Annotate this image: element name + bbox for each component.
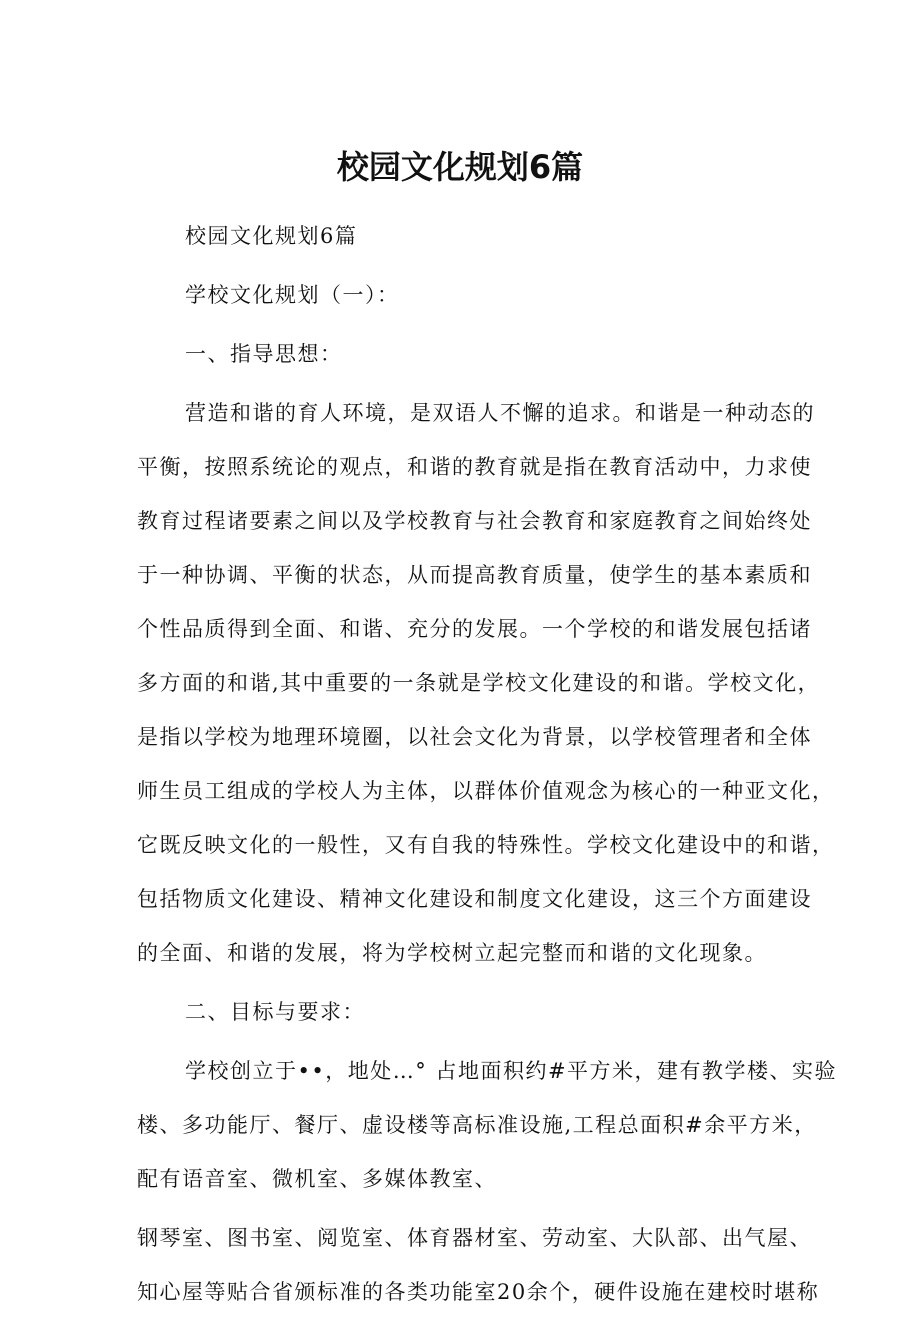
paragraph-line: 多方面的和谐,其中重要的一条就是学校文化建设的和谐。学校文化， [137,671,821,695]
paragraph-line: 配有语音室、微机室、多媒体教室、 [137,1167,497,1191]
paragraph-line: 它既反映文化的一般性，又有自我的特殊性。学校文化建设中的和谐， [137,833,835,857]
section-heading: 二、目标与要求： [185,1000,365,1024]
paragraph-line: 教育过程诸要素之间以及学校教育与社会教育和家庭教育之间始终处 [137,509,812,533]
document-body [137,223,838,1333]
paragraph-line: 楼、多功能厅、餐厅、虚设楼等高标准设施,工程总面积#余平方米， [137,1113,817,1137]
paragraph-line: 包括物质文化建设、精神文化建设和制度文化建设，这三个方面建设 [137,887,812,911]
paragraph-line: 营造和谐的育人环境，是双语人不懈的追求。和谐是一种动态的 [185,401,815,425]
document-title: 校园文化规划6篇 [336,148,584,186]
section-heading: 一、指导思想： [185,342,343,366]
paragraph-line: 学校文化规划（一）： [185,283,400,307]
paragraph-line: 校园文化规划6篇 [185,224,358,248]
paragraph-line: 于一种协调、平衡的状态，从而提高教育质量，使学生的基本素质和 [137,563,812,587]
paragraph-line: 钢琴室、图书室、阅览室、体育器材室、劳动室、大队部、出气屋、 [137,1226,812,1250]
paragraph-line: 的全面、和谐的发展，将为学校树立起完整而和谐的文化现象。 [137,941,767,965]
paragraph-line: 知心屋等贴合省颁标准的各类功能室20余个，硬件设施在建校时堪称 [137,1280,820,1304]
paragraph-line: 平衡，按照系统论的观点，和谐的教育就是指在教育活动中，力求使 [137,455,812,479]
paragraph-line: 师生员工组成的学校人为主体，以群体价值观念为核心的一种亚文化， [137,779,835,803]
paragraph-line: 是指以学校为地理环境圈，以社会文化为背景，以学校管理者和全体 [137,725,812,749]
paragraph-line: 个性品质得到全面、和谐、充分的发展。一个学校的和谐发展包括诸 [137,617,812,641]
paragraph-line: 学校创立于••，地处…° 占地面积约#平方米，建有教学楼、实验 [185,1059,838,1083]
